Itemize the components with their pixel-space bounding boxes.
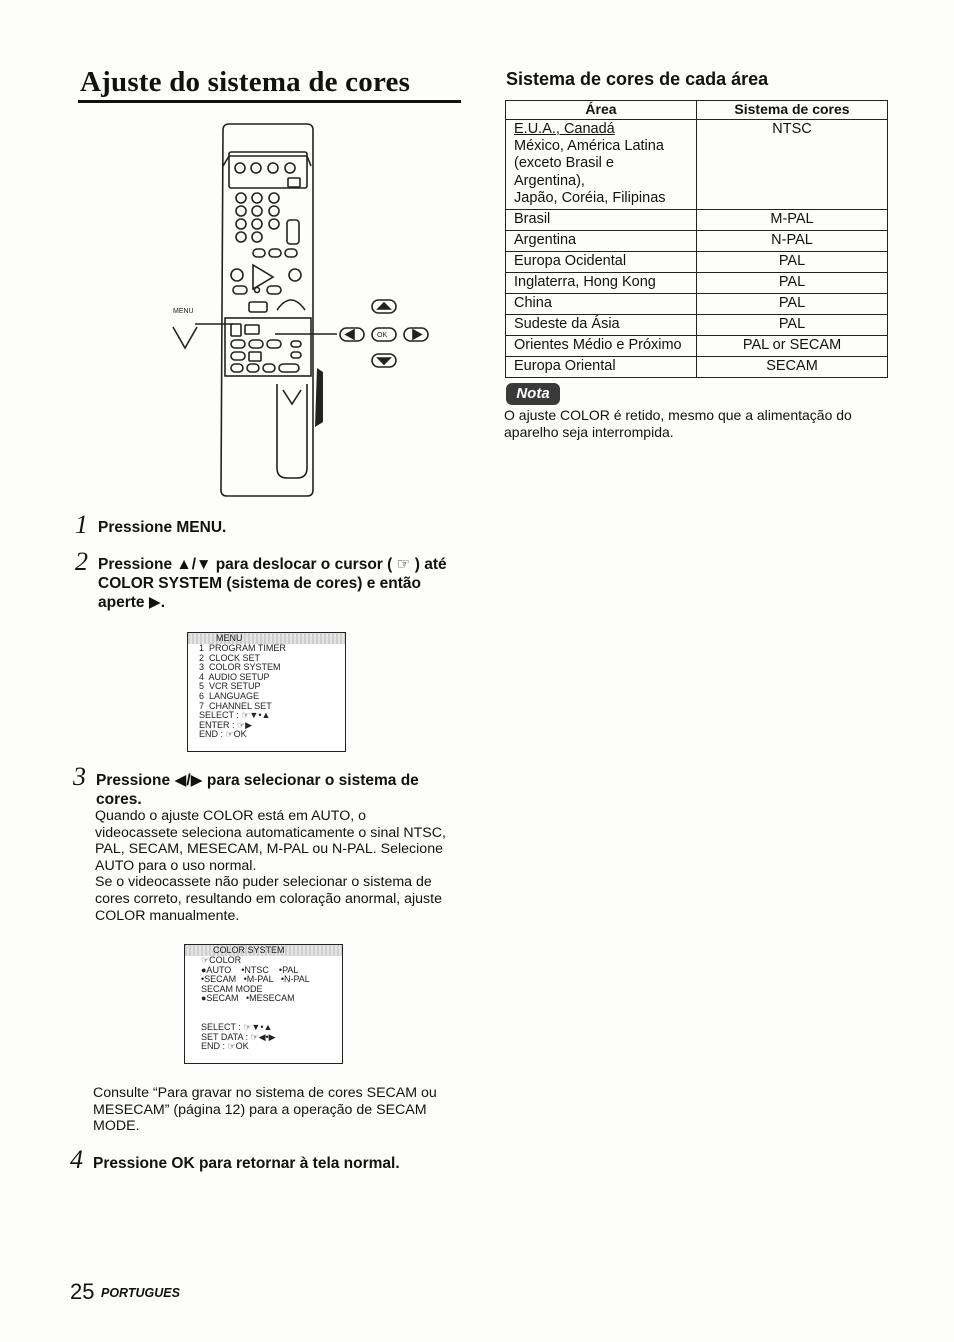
nota-line: O ajuste COLOR é retido, mesmo que a alimentação do (504, 407, 852, 423)
step-4-text: Pressione OK para retornar à tela normal. (93, 1155, 400, 1172)
step-1-text: Pressione MENU. (98, 519, 227, 536)
system-cell: PAL (697, 252, 888, 273)
step-3-line-2: cores. (96, 791, 142, 808)
area-cell: Brasil (506, 210, 697, 231)
page-title: Ajuste do sistema de cores (80, 66, 411, 98)
table-row (506, 315, 888, 336)
step-4-number: 4 (70, 1145, 83, 1174)
menu-line: 1 PROGRAM TIMER (199, 643, 286, 653)
area-cell: Orientes Médio e Próximo (506, 336, 697, 357)
step-3-line-1: Pressione ◀/▶ para selecionar o sistema de (96, 772, 419, 789)
menu-label: MENU (173, 308, 194, 315)
body-line: Quando o ajuste COLOR está em AUTO, o (95, 808, 367, 824)
system-cell: N-PAL (697, 231, 888, 252)
area-cell: Europa Oriental (506, 357, 697, 378)
table-header-row (506, 101, 888, 120)
step-3-body (95, 808, 465, 924)
body-line: cores correto, resultando em coloração anormal, ajuste (95, 890, 442, 907)
system-cell: PAL (697, 273, 888, 294)
area-cell: Argentina (506, 231, 697, 252)
step-2-line-3: aperte ▶. (98, 594, 166, 611)
table-row (506, 120, 888, 210)
color-line: END : ☞OK (201, 1041, 249, 1052)
area-line: E.U.A., Canadá (514, 121, 615, 137)
col-header-area: Área (506, 101, 697, 120)
system-cell: SECAM (697, 357, 888, 378)
area-cell (506, 120, 697, 210)
system-cell: M-PAL (697, 210, 888, 231)
body-line: COLOR manualmente. (95, 907, 240, 924)
body-line: PAL, SECAM, MESECAM, M-PAL ou N-PAL. Selecione (95, 841, 443, 858)
area-line: México, América Latina (514, 138, 664, 155)
nota-text (504, 407, 864, 440)
system-cell: PAL (697, 315, 888, 336)
menu-line: 6 LANGUAGE (199, 690, 260, 701)
system-cell: NTSC (697, 120, 888, 210)
menu-line: 3 COLOR SYSTEM (199, 662, 281, 673)
table-row (506, 294, 888, 315)
area-cell: Europa Ocidental (506, 252, 697, 273)
body-line: videocassete seleciona automaticamente o sinal NTSC, (95, 824, 446, 841)
color-line: SECAM MODE (201, 983, 263, 994)
area-table (505, 100, 888, 378)
menu-line: END : ☞OK (199, 729, 247, 740)
table-row (506, 273, 888, 294)
menu-screen-header: MENU (188, 633, 345, 644)
color-line: •SECAM •M-PAL •N-PAL (201, 974, 310, 985)
area-cell: Inglaterra, Hong Kong (506, 273, 697, 294)
area-line: Japão, Coréia, Filipinas (514, 189, 666, 206)
step-2-line-2: COLOR SYSTEM (sistema de cores) e então (98, 575, 422, 592)
color-line: ●SECAM •MESECAM (201, 993, 295, 1004)
area-line: (exceto Brasil e Argentina), (514, 155, 614, 189)
step-3-number: 3 (73, 762, 86, 791)
area-cell: China (506, 294, 697, 315)
col-header-system: Sistema de cores (697, 101, 888, 120)
color-line: SET DATA : ☞◀•▶ (201, 1031, 276, 1042)
title-rule (78, 100, 461, 103)
table-row (506, 210, 888, 231)
color-line: ☞COLOR (201, 955, 242, 965)
menu-line: 5 VCR SETUP (199, 681, 261, 692)
ok-label: OK (377, 332, 388, 339)
area-section-title: Sistema de cores de cada área (506, 69, 769, 89)
table-row (506, 231, 888, 252)
color-line (185, 1004, 342, 1014)
body-line: Se o videocassete não puder selecionar o sistema de (95, 874, 432, 891)
table-row (506, 357, 888, 378)
table-row (506, 252, 888, 273)
color-system-screen (184, 944, 343, 1064)
table-row (506, 336, 888, 357)
secam-reference-note (93, 1085, 463, 1135)
nota-line: aparelho seja interrompida. (504, 423, 674, 440)
step-2-text (98, 555, 468, 612)
step-2-line-1: Pressione ▲/▼ para deslocar o cursor ( ☞ ) até (98, 556, 447, 573)
system-cell: PAL or SECAM (697, 336, 888, 357)
menu-line: 7 CHANNEL SET (199, 700, 272, 711)
step-2-number: 2 (75, 547, 88, 576)
footer-language-label: PORTUGUES (101, 1286, 180, 1300)
menu-line: ENTER : ☞▶ (199, 719, 252, 730)
menu-line: 4 AUDIO SETUP (199, 671, 270, 682)
remote-control-illustration (165, 122, 435, 507)
page-number: 25 (70, 1279, 95, 1304)
area-cell: Sudeste da Ásia (506, 315, 697, 336)
color-line: ●AUTO •NTSC •PAL (201, 964, 299, 975)
body-line: AUTO para o uso normal. (95, 857, 257, 874)
step-1-number: 1 (75, 510, 88, 539)
color-screen-header: COLOR SYSTEM (185, 945, 342, 956)
system-cell: PAL (697, 294, 888, 315)
menu-screen (187, 632, 346, 752)
note-line: MESECAM” (página 12) para a operação de SECAM (93, 1101, 427, 1118)
step-3-text (96, 771, 466, 809)
color-line: SELECT : ☞▼•▲ (201, 1022, 273, 1033)
note-line: MODE. (93, 1118, 140, 1135)
menu-line: SELECT : ☞▼•▲ (199, 710, 271, 721)
nota-badge: Nota (506, 383, 560, 405)
menu-line: 2 CLOCK SET (199, 652, 261, 663)
note-line: Consulte “Para gravar no sistema de cores SECAM ou (93, 1085, 437, 1101)
